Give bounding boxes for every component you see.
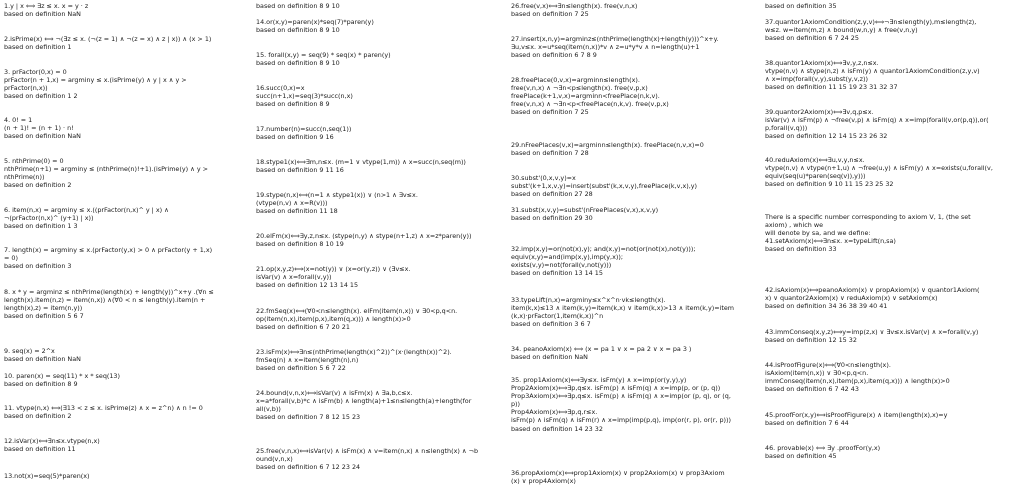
definition-entry <box>511 296 757 328</box>
entry-line: (n + 1)! = (n + 1) · n! <box>4 124 74 133</box>
definition-entry <box>256 348 504 372</box>
entry-line: 35. prop1Axiom(x)⟺∃y≤x. isFm(y) ∧ x=imp(or(y,y),y) <box>511 376 687 384</box>
entry-line: 25.free(v,n,x)⟺isVar(v) ∧ isFm(x) ∧ v=item(n,x) ∧ n≤length(x) ∧ ¬b <box>256 447 478 455</box>
definition-entry <box>4 472 248 480</box>
entry-line: based on definition 11 18 <box>256 207 338 216</box>
entry-line: based on definition 6 7 42 43 <box>765 385 859 394</box>
entry-line: 21.op(x,y,z)⟺(x=not(y)) ∨ (x=or(y,z)) ∨ (∃v≤x. <box>256 265 411 273</box>
entry-line: based on definition 6 7 24 25 <box>765 34 859 43</box>
column-1 <box>4 0 248 499</box>
entry-line: 30.subst'(0,x,v,y)=x <box>511 174 576 182</box>
entry-line: 38.quantor1Axiom(x)⟺∃v,y,z,n≤x. <box>765 59 879 67</box>
definition-entry <box>256 265 504 289</box>
definition-entry <box>765 213 1021 253</box>
entry-line: based on definition 1 2 <box>4 92 78 101</box>
entry-line: 12.isVar(x)⟺∃n≤x.vtype(n,x) <box>4 437 100 445</box>
definition-entry <box>256 307 504 331</box>
entry-line: based on definition 12 13 14 15 <box>256 281 359 290</box>
entry-line: based on definition 8 9 <box>256 100 330 109</box>
entry-line: w≤z. w=item(m,z) ∧ bound(w,n,y) ∧ free(v,n,y) <box>765 26 918 35</box>
entry-line: 28.freePlace(0,v,x)=argminn≤length(x). <box>511 76 640 84</box>
entry-line: 41.setAxiom(x)⟺∃n≤x. x=typeLift(n,sa) <box>765 237 896 246</box>
definition-entry <box>4 157 248 189</box>
entry-line: based on definition 6 7 12 23 24 <box>256 463 361 472</box>
entry-line: 43.immConseq(x,y,z)⟺y=imp(z,x) ∨ ∃v≤x.isVar(v) ∧ x=forall(v,y) <box>765 328 979 336</box>
entry-line: 34. peanoAxiom(x) ⟺ (x = pa 1 ∨ x = pa 2 ∨ x = pa 3 ) <box>511 345 692 353</box>
entry-line: 15. forall(x,y) = seq(9) * seq(x) * paren(y) <box>256 51 391 59</box>
definition-entry <box>256 232 504 248</box>
definition-entry <box>256 191 504 215</box>
entry-line: Prop3Axiom(x)⟺∃p,q≤x. isFm(p) ∧ isFm(q) ∧ x=imp(or (p, q), or (q, <box>511 392 731 401</box>
entry-line: based on definition 6 7 20 21 <box>256 323 350 332</box>
entry-line: 8. x * y = argminz ≤ nthPrime(length(x) + length(y))^x+y .(∀n ≤ <box>4 288 214 296</box>
entry-line: p,forall(v,q))) <box>765 124 808 133</box>
definition-entry <box>4 347 248 363</box>
entry-line: 27.insert(x,n,y)=argminz≤(nthPrime(length(x)+length(y)))^x+y. <box>511 35 719 43</box>
entry-line: 2.isPrime(x) ⟺ ¬(∃z ≤ x. (¬(z = 1) ∧ ¬(z = x) ∧ z | x)) ∧ (x > 1) <box>4 35 212 43</box>
entry-line: based on definition 3 <box>4 262 72 271</box>
entry-line: based on definition 2 <box>4 412 72 421</box>
entry-line: all(v,b)) <box>256 405 281 414</box>
entry-line: based on definition 7 25 <box>511 10 589 19</box>
entry-line: based on definition 5 6 7 <box>4 312 84 321</box>
entry-line: free(v,n,x) ∧ ¬∃n<p≤length(x). free(v,p,x) <box>511 84 648 93</box>
entry-line: 22.fmSeq(x)⟺(∀0<n≤length(x). elFm(item(n,x)) ∨ ∃0<p,q<n. <box>256 307 458 315</box>
entry-line: vtype(n,v) ∧ stype(n,z) ∧ isFm(y) ∧ quantor1AxiomCondition(z,y,v) <box>765 67 980 76</box>
entry-line: based on definition 1 3 <box>4 222 78 231</box>
entry-line: length(x).item(n,z) = item(n,x)) ∧(∀0 < n ≤ length(y).item(n + <box>4 296 206 305</box>
entry-line: based on definition 45 <box>765 452 837 461</box>
entry-line: based on definition 13 14 15 <box>511 269 603 278</box>
entry-line: Prop4Axiom(x)⟺∃p,q,r≤x. <box>511 408 598 417</box>
entry-line: prFactor(n + 1,x) = argminy ≤ x.(isPrime(y) ∧ y | x ∧ y > <box>4 76 187 85</box>
entry-line: op(item(n,x),item(p,x),item(q,x))) ∧ length(x)>0 <box>256 315 411 324</box>
definition-entry <box>256 447 504 471</box>
definition-entry <box>4 246 248 270</box>
entry-line: based on definition 12 14 15 23 26 32 <box>765 132 888 141</box>
definition-entry <box>511 35 757 59</box>
definition-entry <box>511 345 757 361</box>
definition-entry <box>765 156 1021 188</box>
entry-line: item(k,x)≤13 ∧ item(k,y)=item(k,x) ∨ item(k,x)>13 ∧ item(k,y)=item <box>511 304 735 313</box>
entry-line: based on definition 6 7 8 9 <box>511 51 597 60</box>
definition-entry <box>256 18 504 34</box>
column-2 <box>256 0 504 499</box>
column-4 <box>765 0 1021 499</box>
entry-line: 5. nthPrime(0) = 0 <box>4 157 64 165</box>
entry-line: Prop2Axiom(x)⟺∃p,q≤x. isFm(p) ∧ isFm(q) ∧ x=imp(p, or (p, q)) <box>511 384 721 393</box>
entry-line: based on definition 7 6 44 <box>765 419 849 428</box>
entry-line: based on definition 12 15 32 <box>765 336 857 345</box>
entry-line: ¬(prFactor(n,x)^ (y+1) | x)) <box>4 214 94 223</box>
entry-line: free(v,n,x) ∧ ¬∃n<p<freePlace(n,k,v). free(v,p,x) <box>511 100 669 109</box>
entry-line: will denote by sa, and we define: <box>765 229 871 238</box>
entry-line: freePlace(k+1,v,x)=argminn<freePlace(n,k,v). <box>511 92 660 101</box>
definition-entry <box>4 35 248 51</box>
definition-entry <box>511 76 757 116</box>
entry-line: (k,x)·prFactor(1,item(k,x))^n <box>511 312 604 321</box>
definition-entry <box>765 411 1021 427</box>
definition-entry <box>4 2 248 18</box>
entry-line: (vtype(n,v) ∧ x=R(v))) <box>256 199 328 208</box>
entry-line: 44.isProofFigure(x)⟺(∀0<n≤length(x). <box>765 361 891 369</box>
definition-entry <box>4 372 248 388</box>
column-3 <box>511 0 757 499</box>
entry-line: based on definition 5 6 7 22 <box>256 364 346 373</box>
entry-line: based on definition 9 16 <box>256 133 334 142</box>
definition-entry <box>256 84 504 108</box>
definition-entry <box>765 286 1021 310</box>
entry-line: based on definition 8 9 10 <box>256 59 340 68</box>
definition-entry <box>765 108 1021 140</box>
definition-entry <box>765 2 1021 10</box>
entry-line: based on definition 7 8 12 15 23 <box>256 413 361 422</box>
entry-line: nthPrime(n)) <box>4 173 45 182</box>
definition-entry <box>765 444 1021 460</box>
entry-line: length(x),z) = item(n,y)) <box>4 304 83 313</box>
entry-line: 24.bound(v,n,x)⟺isVar(v) ∧ isFm(x) ∧ ∃a,b,c≤x. <box>256 389 413 397</box>
definition-entry <box>511 245 757 277</box>
entry-line: based on definition NaN <box>4 10 81 19</box>
entry-line: 9. seq(x) = 2^x <box>4 347 55 355</box>
definition-entry <box>4 437 248 453</box>
entry-line: 18.stype1(x)⟺∃m,n≤x. (m=1 ∨ vtype(1,m)) ∧ x=succ(n,seq(m)) <box>256 158 466 166</box>
entry-line: based on definition NaN <box>4 132 81 141</box>
entry-line: based on definition 9 10 11 15 23 25 32 <box>765 180 894 189</box>
entry-line: based on definition 35 <box>765 2 837 10</box>
entry-line: 26.free(v,x)⟺∃n≤length(x). free(v,n,x) <box>511 2 638 10</box>
entry-line: isVar(v) ∧ x=forall(v,y)) <box>256 273 332 282</box>
definition-entry <box>256 2 504 10</box>
entry-line: fmSeq(n) ∧ x=item(length(n),n) <box>256 356 359 365</box>
entry-line: 13.not(x)=seq(5)*paren(x) <box>4 472 90 480</box>
definition-entry <box>256 158 504 174</box>
definition-entry <box>765 328 1021 344</box>
entry-line: succ(n+1,x)=seq(3)*succ(n,x) <box>256 92 353 101</box>
definition-entry <box>511 2 757 18</box>
entry-line: based on definition 9 11 16 <box>256 166 344 175</box>
entry-line: 31.subst(x,v,y)=subst'(nFreePlaces(v,x),x,v,y) <box>511 206 659 214</box>
definition-entry <box>511 174 757 198</box>
entry-line: 7. length(x) = argminy ≤ x.(prFactor(y,x) > 0 ∧ prFactor(y + 1,x) <box>4 246 213 254</box>
entry-line: (x) ∨ prop4Axiom(x) <box>511 477 576 486</box>
entry-line: 23.isFm(x)⟺∃n≤(nthPrime(length(x)^2))^(x·(length(x))^2). <box>256 348 452 356</box>
entry-line: based on definition 14 23 32 <box>511 424 603 433</box>
definition-entry <box>4 288 248 320</box>
entry-line: based on definition 27 28 <box>511 190 593 199</box>
definition-entry <box>256 125 504 141</box>
entry-line: 10. paren(x) = seq(11) * x * seq(13) <box>4 372 120 380</box>
entry-line: isVar(v) ∧ isFm(p) ∧ ¬free(v,p) ∧ isFm(q) ∧ x=imp(forall(v,or(p,q)),or( <box>765 116 989 125</box>
entry-line: 11. vtype(n,x) ⟺(∃13 < z ≤ x. isPrime(z) ∧ x = z^n) ∧ n != 0 <box>4 404 203 412</box>
definition-entry <box>4 404 248 420</box>
entry-line: 32.imp(x,y)=or(not(x),y); and(x,y)=not(or(not(x),not(y))); <box>511 245 696 253</box>
entry-line: ound(v,n,x) <box>256 455 293 464</box>
entry-line: based on definition 8 9 10 <box>256 2 340 10</box>
entry-line: exists(v,y)=not(forall(v,not(y))) <box>511 261 612 270</box>
entry-line: equiv(x,y)=and(imp(x,y),imp(y,x)); <box>511 253 624 262</box>
entry-line: based on definition NaN <box>511 353 588 362</box>
entry-line: 33.typeLift(n,x)=argminy≤x^x^n·vk≤length(x). <box>511 296 666 304</box>
entry-line: immConseq(item(n,x),item(p,x),item(q,x))) ∧ length(x)>0 <box>765 377 950 386</box>
entry-line: 16.succ(0,x)=x <box>256 84 305 92</box>
entry-line: 1.y | x ⟺ ∃z ≤ x. x = y · z <box>4 2 89 10</box>
entry-line: based on definition 34 36 38 39 40 41 <box>765 302 888 311</box>
definition-entry <box>256 51 504 67</box>
entry-line: 36.propAxiom(x)⟺prop1Axiom(x) ∨ prop2Axiom(x) ∨ prop3Axiom <box>511 469 725 477</box>
entry-line: ∧ x=imp(forall(v,y),subst(y,v,z)) <box>765 75 868 84</box>
definition-entry <box>765 361 1021 393</box>
entry-line: 37.quantor1AxiomCondition(z,y,v)⟺¬∃n≤length(y),m≤length(z), <box>765 18 977 26</box>
entry-line: isAxiom(item(n,x)) ∨ ∃0<p,q<n. <box>765 369 869 378</box>
entry-line: based on definition 11 <box>4 445 76 454</box>
entry-line: based on definition 8 10 19 <box>256 240 344 249</box>
entry-line: subst'(k+1,x,v,y)=insert(subst'(k,x,v,y),freePlace(k,v,x),y) <box>511 182 698 191</box>
entry-line: based on definition 33 <box>765 245 837 254</box>
entry-line: based on definition NaN <box>4 355 81 364</box>
entry-line: 6. item(n,x) = argminy ≤ x.((prFactor(n,x)^ y | x) ∧ <box>4 206 169 214</box>
entry-line: based on definition 11 15 19 23 31 32 37 <box>765 83 898 92</box>
entry-line: 46. provable(x) ⟺ ∃y .proofFor(y,x) <box>765 444 881 452</box>
entry-line: based on definition 7 25 <box>511 108 589 117</box>
definition-entry <box>4 116 248 140</box>
entry-line: 45.proofFor(x,y)⟺isProofFigure(x) ∧ item(length(x),x)=y <box>765 411 948 419</box>
entry-line: 20.elFm(x)⟺∃y,z,n≤x. (stype(n,y) ∧ stype(n+1,z) ∧ x=z*paren(y)) <box>256 232 472 240</box>
entry-line: equiv(seq(u)*paren(seq(v)),y))) <box>765 172 866 181</box>
entry-line: x=a*forall(v,b)*c ∧ isFm(b) ∧ length(a)+1≤n≤length(a)+length(for <box>256 397 472 406</box>
definition-entry <box>765 18 1021 42</box>
definition-entry <box>256 389 504 421</box>
definition-entry <box>511 469 757 485</box>
definition-entry <box>511 376 757 433</box>
entry-line: ∃u,v≤x. x=u*seq(item(n,x))*v ∧ z=u*y*v ∧ n=length(u)+1 <box>511 43 700 52</box>
entry-line: nthPrime(n+1) = argminy ≤ (nthPrime(n)!+1).(isPrime(y) ∧ y > <box>4 165 209 174</box>
entry-line: = 0) <box>4 254 18 263</box>
definition-entry <box>4 206 248 230</box>
entry-line: p)) <box>511 400 521 409</box>
entry-line: 4. 0! = 1 <box>4 116 33 124</box>
definition-entry <box>765 59 1021 91</box>
entry-line: based on definition 29 30 <box>511 214 593 223</box>
entry-line: 29.nFreePlaces(v,x)=argminn≤length(x). freePlace(n,v,x)=0 <box>511 141 704 149</box>
entry-line: based on definition 7 28 <box>511 149 589 158</box>
entry-line: 17.number(n)=succ(n,seq(1)) <box>256 125 352 133</box>
entry-line: 39.quantor2Axiom(x)⟺∃v,q,p≤x. <box>765 108 874 116</box>
entry-line: There is a specific number corresponding to axiom V, 1, (the set <box>765 213 971 221</box>
entry-line: based on definition 2 <box>4 181 72 190</box>
entry-line: based on definition 1 <box>4 43 72 52</box>
entry-line: vtype(n,v) ∧ vtype(n+1,u) ∧ ¬free(u,y) ∧ isFm(y) ∧ x=exists(u,forall(v, <box>765 164 993 173</box>
entry-line: based on definition 8 9 <box>4 380 78 389</box>
entry-line: x) ∨ quantor2Axiom(x) ∨ reduAxiom(x) ∨ setAxiom(x) <box>765 294 938 303</box>
definition-entry <box>511 206 757 222</box>
definition-entry <box>511 141 757 157</box>
entry-line: 14.or(x,y)=paren(x)*seq(7)*paren(y) <box>256 18 374 26</box>
entry-line: axiom) , which we <box>765 221 824 230</box>
entry-line: based on definition 8 9 10 <box>256 26 340 35</box>
entry-line: 19.stype(n,x)⟺(n=1 ∧ stype1(x)) ∨ (n>1 ∧ ∃v≤x. <box>256 191 418 199</box>
entry-line: based on definition 3 6 7 <box>511 320 591 329</box>
entry-line: 40.reduAxiom(x)⟺∃u,v,y,n≤x. <box>765 156 865 164</box>
entry-line: 3. prFactor(0,x) = 0 <box>4 68 67 76</box>
entry-line: prFactor(n,x)) <box>4 84 48 93</box>
entry-line: 42.isAxiom(x)⟺peanoAxiom(x) ∨ propAxiom(x) ∨ quantor1Axiom( <box>765 286 980 294</box>
definition-entry <box>4 68 248 100</box>
entry-line: isFm(p) ∧ isFm(q) ∧ isFm(r) ∧ x=imp(imp(p,q), imp(or(r, p), or(r, p))) <box>511 416 732 425</box>
